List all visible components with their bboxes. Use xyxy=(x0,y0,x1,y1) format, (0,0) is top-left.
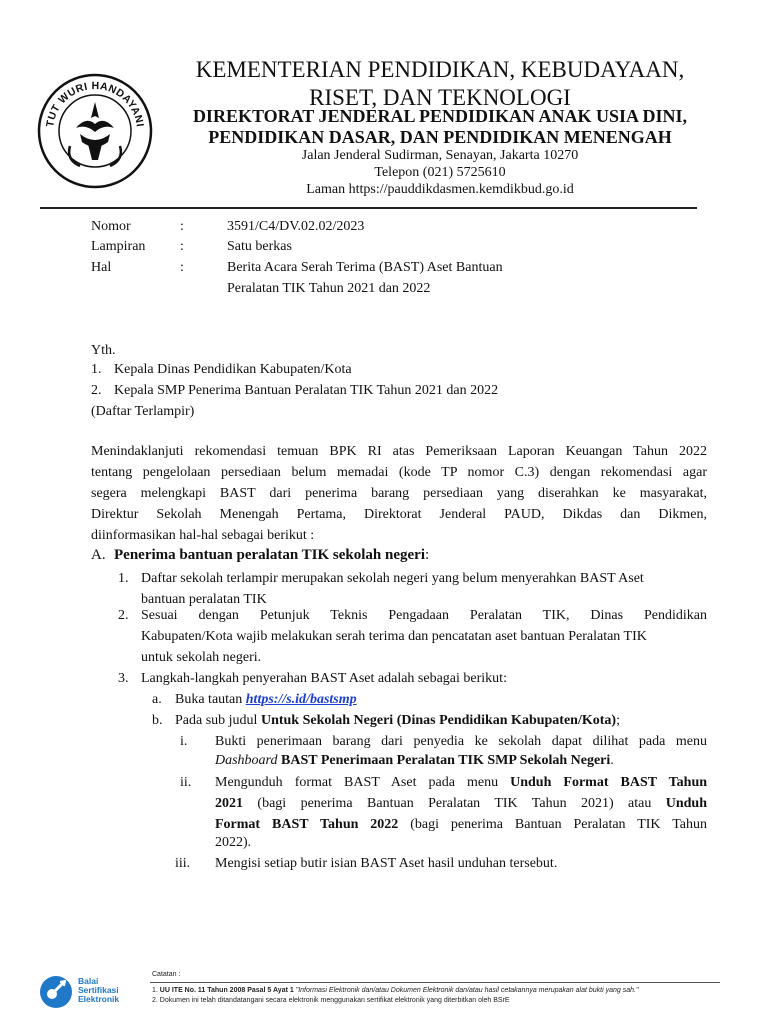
roman-text-line2 xyxy=(215,750,614,771)
roman-ii-pre: Mengunduh format BAST Aset pada menu xyxy=(215,775,499,790)
section-letter: A. xyxy=(91,547,106,563)
roman-num: i. xyxy=(180,734,188,749)
step-b-bold: Untuk Sekolah Negeri (Dinas Pendidikan Kabupaten/Kota) xyxy=(260,713,617,728)
tut-wuri-handayani-logo xyxy=(36,72,154,190)
directorate-name-line2: PENDIDIKAN DASAR, DAN PENDIDIKAN MENENGAH xyxy=(208,127,672,147)
roman-ii-line2 xyxy=(215,793,707,814)
ministry-name-line1: KEMENTERIAN PENDIDIKAN, KEBUDAYAAN, xyxy=(195,57,685,82)
meta-label-lampiran: Lampiran xyxy=(91,239,146,254)
section-a-heading xyxy=(114,545,429,566)
footer-note-2: 2. Dokumen ini telah ditandatangani secara elektronik menggunakan sertifikat elektronik yang diterbitkan oleh BSrE xyxy=(152,997,510,1004)
letterhead-divider xyxy=(40,207,697,209)
meta-value-hal: Berita Acara Serah Terima (BAST) Aset Bantuan xyxy=(227,260,503,275)
greeting: Yth. xyxy=(91,343,116,358)
item-text: Kabupaten/Kota wajib melakukan serah terima dan pencatatan aset bantuan Peralatan TIK xyxy=(141,629,647,644)
item-num: 1. xyxy=(118,571,129,586)
website: Laman https://pauddikdasmen.kemdikbud.go.id xyxy=(306,182,574,197)
roman-ii-bold2a: Unduh xyxy=(665,796,708,811)
roman-end: . xyxy=(610,753,614,768)
roman-num: ii. xyxy=(180,775,192,790)
phone: Telepon (021) 5725610 xyxy=(374,165,506,180)
addressee-item: Kepala SMP Penerima Bantuan Peralatan TIK Tahun 2021 dan 2022 xyxy=(114,383,499,398)
roman-ii-mid: (bagi penerima Bantuan Peralatan TIK Tahun 2021) atau xyxy=(257,796,652,811)
bsre-line3: Elektronik xyxy=(78,994,120,1004)
intro-line: tentang pengelolaan persediaan belum memadai (kode TP nomor C.3) dengan rekomendasi agar xyxy=(91,465,707,480)
bastsmp-link[interactable]: https://s.id/bastsmp xyxy=(245,692,357,707)
meta-sep: : xyxy=(180,239,184,254)
addressee-num: 2. xyxy=(91,383,102,398)
item-num: 3. xyxy=(118,671,129,686)
step-a-text: Buka tautan xyxy=(175,692,243,707)
note1-italic: "Informasi Elektronik dan/atau Dokumen Elektronik dan/atau hasil cetakannya merupakan alat bukti yang sah." xyxy=(295,987,639,994)
step-a xyxy=(175,689,357,710)
footer-catatan: Catatan : xyxy=(152,971,181,978)
item-text: bantuan peralatan TIK xyxy=(141,592,267,607)
meta-value-lampiran: Satu berkas xyxy=(227,239,292,254)
ministry-name-line2: RISET, DAN TEKNOLOGI xyxy=(309,85,571,110)
bsre-line1: Balai xyxy=(78,976,99,986)
roman-text: Bukti penerimaan barang dari penyedia ke sekolah dapat dilihat pada menu xyxy=(215,734,707,749)
meta-label-hal: Hal xyxy=(91,260,112,275)
note1-bold: UU ITE No. 11 Tahun 2008 Pasal 5 Ayat 1 xyxy=(159,987,294,994)
bsre-logo-icon xyxy=(38,974,74,1010)
intro-line: Direktur Sekolah Menengah Pertama, Direktorat Jenderal PAUD, Dikdas dan Dikmen, xyxy=(91,507,707,522)
roman-text: Mengisi setiap butir isian BAST Aset hasil unduhan tersebut. xyxy=(215,856,558,871)
sub-letter: b. xyxy=(152,713,163,728)
intro-line: diinformasikan hal-hal sebagai berikut : xyxy=(91,528,315,543)
svg-text:TUT WURI HANDAYANI: TUT WURI HANDAYANI xyxy=(44,79,146,128)
meta-sep: : xyxy=(180,260,184,275)
item-text: untuk sekolah negeri. xyxy=(141,650,262,665)
step-b xyxy=(175,710,620,731)
roman-ii-post2: 2022). xyxy=(215,835,252,850)
meta-sep: : xyxy=(180,219,184,234)
step-b-suffix: ; xyxy=(616,713,620,728)
item-text: Daftar sekolah terlampir merupakan sekolah negeri yang belum menyerahkan BAST Aset xyxy=(141,571,644,586)
step-b-text: Pada sub judul xyxy=(175,713,258,728)
item-text: Langkah-langkah penyerahan BAST Aset adalah sebagai berikut: xyxy=(141,671,507,686)
roman-num: iii. xyxy=(175,856,191,871)
roman-ii-bold1a: Unduh Format BAST Tahun xyxy=(510,775,708,790)
note1-num: 1. xyxy=(152,987,158,994)
meta-value-hal-line2: Peralatan TIK Tahun 2021 dan 2022 xyxy=(227,281,431,296)
section-title: Penerima bantuan peralatan TIK sekolah negeri xyxy=(114,547,425,563)
footer-note-1 xyxy=(152,986,638,996)
roman-ii-bold1b: 2021 xyxy=(215,796,243,811)
roman-ii-post: (bagi penerima Bantuan Peralatan TIK Tahun xyxy=(410,817,707,832)
item-num: 2. xyxy=(118,608,129,623)
intro-line: segera melengkapi BAST dari penerima barang persediaan yang diserahkan ke masyarakat, xyxy=(91,486,707,501)
roman-bold: BAST Penerimaan Peralatan TIK SMP Sekolah Negeri xyxy=(281,753,611,768)
intro-line: Menindaklanjuti rekomendasi temuan BPK RI atas Pemeriksaan Laporan Keuangan Tahun 2022 xyxy=(91,444,707,459)
meta-label-nomor: Nomor xyxy=(91,219,131,234)
roman-ii-line1 xyxy=(215,772,707,793)
item-text: Sesuai dengan Petunjuk Teknis Pengadaan Peralatan TIK, Dinas Pendidikan xyxy=(141,608,707,623)
section-title-suffix: : xyxy=(425,547,430,563)
bsre-line2: Sertifikasi xyxy=(78,985,119,995)
directorate-name-line1: DIREKTORAT JENDERAL PENDIDIKAN ANAK USIA DINI, xyxy=(192,106,688,126)
roman-ii-bold2b: Format BAST Tahun 2022 xyxy=(215,817,399,832)
meta-value-nomor: 3591/C4/DV.02.02/2023 xyxy=(227,219,365,234)
sub-letter: a. xyxy=(152,692,162,707)
addressee-item: Kepala Dinas Pendidikan Kabupaten/Kota xyxy=(114,362,352,377)
roman-ii-line3 xyxy=(215,814,707,835)
dashboard-italic: Dashboard xyxy=(215,753,278,768)
addressee-note: (Daftar Terlampir) xyxy=(91,404,195,419)
addressee-num: 1. xyxy=(91,362,102,377)
address: Jalan Jenderal Sudirman, Senayan, Jakarta 10270 xyxy=(301,148,579,163)
footer-divider xyxy=(150,982,720,983)
